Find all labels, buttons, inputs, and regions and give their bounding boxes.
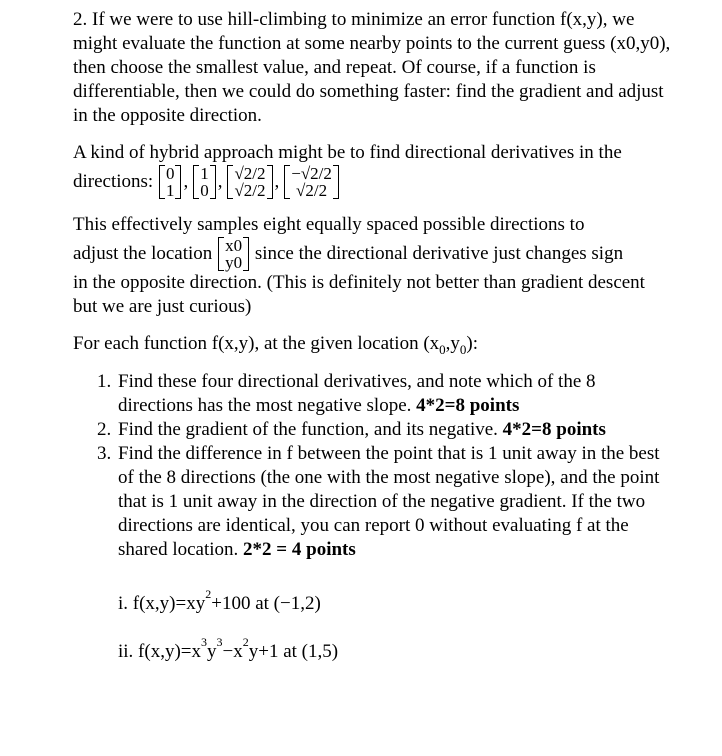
task-item: 1. Find these four directional derivatives, and note which of the 8 directions has the most negative slope. 4*2=8 points (97, 371, 596, 416)
direction-vector-2 (193, 165, 216, 199)
direction-vector-3 (227, 165, 272, 199)
direction-vector-1 (159, 165, 182, 199)
points-label: 4*2=8 points (502, 419, 606, 440)
location-pre-text: adjust the location (73, 243, 213, 264)
problem-document (73, 8, 673, 664)
vector-entry: 0 (200, 181, 209, 200)
samples-line: This effectively samples eight equally spaced possible directions to (73, 214, 585, 235)
samples-rest: in the opposite direction. (This is definitely not better than gradient descent but we are just curious) (73, 272, 645, 317)
points-label: 4*2=8 points (416, 395, 520, 416)
location-post-text: since the directional derivative just changes sign (254, 243, 624, 264)
vector-entry: −√2/2 (291, 164, 332, 183)
vector-entry: √2/2 (234, 164, 266, 183)
direction-vector-4 (284, 165, 339, 199)
vector-entry: √2/2 (234, 181, 266, 200)
directions-row: directions: 0 1 , 1 0 , √2/2 √2/2 , −√2/2 √2/2 (73, 165, 673, 199)
location-row (73, 237, 673, 271)
vector-entry: √2/2 (296, 181, 328, 200)
directions-intro-line: A kind of hybrid approach might be to find directional derivatives in the (73, 142, 622, 163)
per-function-intro: For each function f(x,y), at the given location $(x_0,y_0)$: (73, 333, 479, 357)
samples-paragraph (73, 213, 673, 319)
function-i: i. $f(x,y)=xy^2+100$ at (−1,2) (118, 586, 321, 614)
location-vector (218, 237, 249, 271)
directions-label: directions: (73, 171, 154, 192)
points-label: 2*2 = 4 points (243, 539, 356, 560)
task-item: 2. Find the gradient of the function, and its negative. 4*2=8 points (97, 419, 606, 440)
function-ii: ii. $f(x,y)=x^3y^3-x^2y+1$ at (1,5) (118, 634, 339, 662)
task-list (73, 370, 673, 562)
task-item: 3. Find the difference in f between the point that is 1 unit away in the best of the 8 directions (the one with the most negative slope), and the point that is 1 unit away in the direction of the negative gradient. If the two directions are identical, you can report 0 without evaluating f at the shared location. 2*2 = 4 points (97, 443, 660, 560)
problem-intro-paragraph: 2. If we were to use hill-climbing to minimize an error function f(x,y), we might evaluate the function at some nearby points to the current guess (x0,y0), then choose the smallest value, and repeat. Of course, if a function is differentiable, then we could do something faster: find the gradient and adjust in the opposite direction. (73, 9, 671, 126)
vector-entry: 0 (165, 164, 175, 183)
vector-entry: x0 (225, 236, 243, 255)
vector-entry: 1 (165, 181, 175, 200)
vector-entry: 1 (200, 164, 209, 183)
vector-entry: y0 (225, 253, 243, 272)
